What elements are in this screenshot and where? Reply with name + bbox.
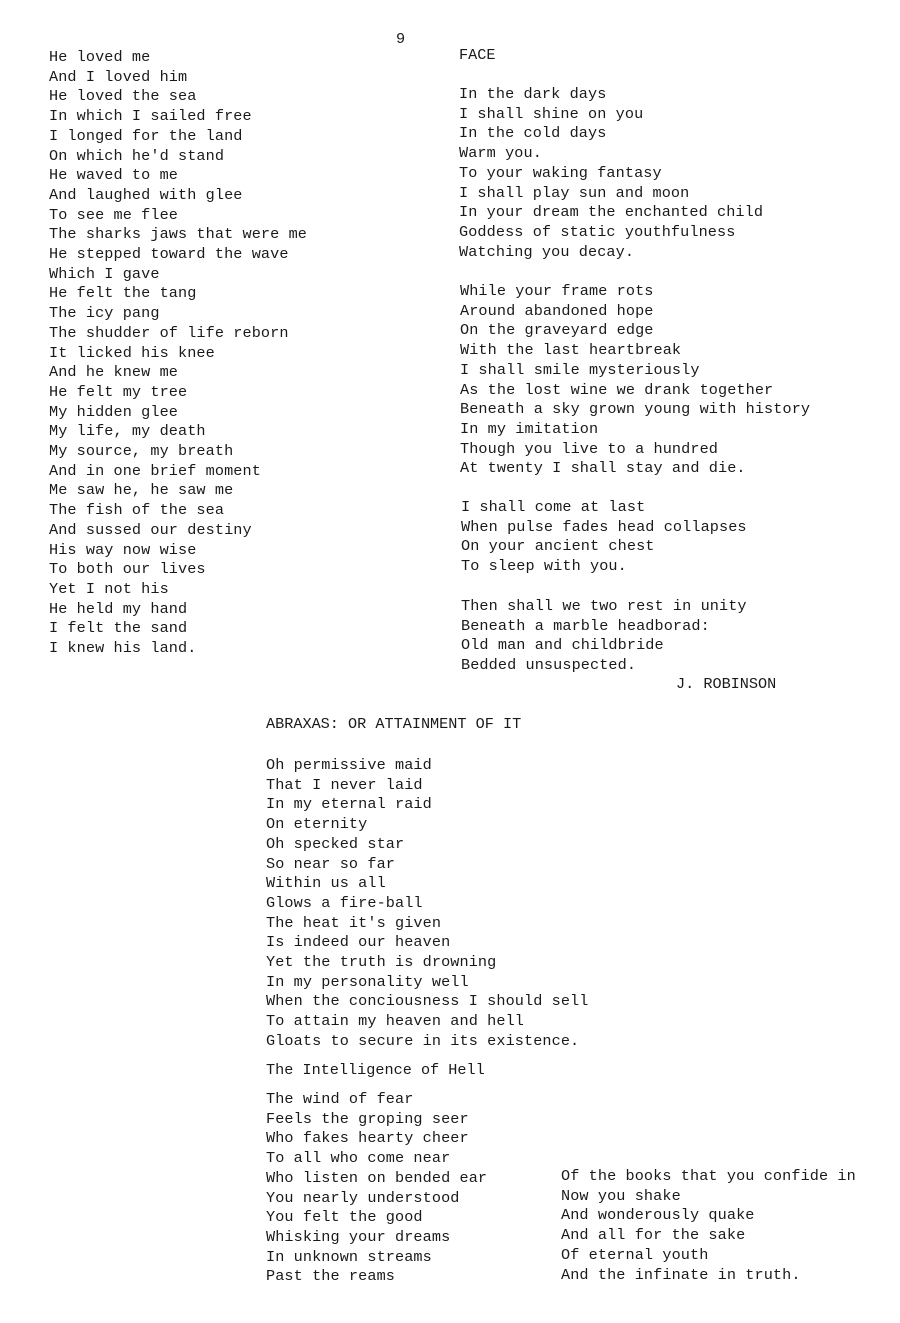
poem-line: And in one brief moment [49,461,261,480]
poem-line: Then shall we two rest in unity [461,597,747,615]
poem-line: And sussed our destiny [49,520,252,539]
poem-line: Though you live to a hundred [460,439,718,458]
poem-line: To all who come near [266,1149,451,1168]
poem-line: Now you shake [561,1186,681,1205]
poem-line: He felt the tang [49,284,197,303]
abraxas-poem [266,756,589,1052]
poem-line: Glows a fire-ball [266,893,423,912]
poem-line: My hidden glee [49,402,178,421]
abraxas-title: ABRAXAS: OR ATTAINMENT OF IT [266,715,522,733]
poem-line: To sleep with you. [461,557,627,576]
poem-line: So near so far [266,854,395,873]
poem-line: Within us all [266,874,386,893]
poem-line: In my eternal raid [266,795,432,814]
poem-line: Yet I not his [49,579,169,598]
poem-line: I shall smile mysteriously [460,360,700,379]
poem-line: In my imitation [460,419,599,438]
page-number: 9 [396,30,406,48]
poem-line: You felt the good [266,1208,423,1227]
poem-line: To both our lives [49,560,206,579]
poem-line: And I loved him [49,67,188,86]
poem-line: That I never laid [266,775,423,794]
poem-line: On your ancient chest [461,537,655,556]
poem-line: And wonderously quake [561,1206,755,1225]
poem-line: Is indeed our heaven [266,933,451,952]
poem-line: He loved me [49,48,151,66]
poem-line: The icy pang [49,304,160,323]
poem-line: At twenty I shall stay and die. [460,459,746,478]
poem-line: And laughed with glee [49,185,243,204]
poem-line: I shall play sun and moon [459,183,690,202]
poem-line: The shudder of life reborn [49,323,289,342]
intelligence-title: The Intelligence of Hell [266,1061,485,1079]
poem-line: My source, my breath [49,442,234,461]
poem-line: In unknown streams [266,1247,432,1266]
poem-line: On the graveyard edge [460,321,654,340]
poem-line: Oh specked star [266,834,405,853]
poem-line: Around abandoned hope [460,301,654,320]
poem-line: Me saw he, he saw me [49,481,234,500]
poem-line: While your frame rots [460,282,654,300]
poem-line: I longed for the land [49,126,243,145]
poem-line: He loved the sea [49,87,197,106]
poem-line: Yet the truth is drowning [266,953,497,972]
poem-line: The heat it's given [266,913,442,932]
poem-line: Who fakes hearty cheer [266,1129,469,1148]
face-title: FACE [459,46,496,64]
poem-line: In the cold days [459,124,607,143]
poem-line: Oh permissive maid [266,756,432,774]
poem-line: You nearly understood [266,1188,460,1207]
poem-line: Beneath a marble headborad: [461,616,710,635]
poem-line: To attain my heaven and hell [266,1012,524,1031]
poem-line: And he knew me [49,363,178,382]
poem-line: In my personality well [266,972,469,991]
face-stanza-4 [461,597,747,676]
poem-line: Beneath a sky grown young with history [460,400,811,419]
poem-line: When pulse fades head collapses [461,517,747,536]
poem-line: Goddess of static youthfulness [459,222,736,241]
poem-line: With the last heartbreak [460,341,682,360]
poem-line: His way now wise [49,540,197,559]
poem-line: The fish of the sea [49,501,225,520]
poem-line: He felt my tree [49,382,188,401]
poem-line: In the dark days [459,85,607,103]
poem-line: I felt the sand [49,619,188,638]
poem-line: My life, my death [49,422,206,441]
poem-line: Bedded unsuspected. [461,656,637,675]
poem-line: As the lost wine we drank together [460,380,774,399]
poem-line: The wind of fear [266,1090,414,1108]
poem-line: Warm you. [459,144,542,163]
poem-line: Of eternal youth [561,1245,709,1264]
poem-line: Of the books that you confide in [561,1167,856,1185]
poem-line: When the conciousness I should sell [266,992,589,1011]
poem-line: In your dream the enchanted child [459,203,764,222]
poem-line: I knew his land. [49,639,197,658]
poem-line: And all for the sake [561,1226,746,1245]
poem-line: Which I gave [49,264,160,283]
poem-line: It licked his knee [49,343,215,362]
face-stanza-1 [459,85,763,262]
poem-line: In which I sailed free [49,107,252,126]
author-signature: J. ROBINSON [676,675,777,693]
poem-line: And the infinate in truth. [561,1265,801,1284]
poem-line: To your waking fantasy [459,163,662,182]
poem-line: I shall come at last [461,498,646,516]
poem-line: He stepped toward the wave [49,245,289,264]
poem-line: Feels the groping seer [266,1109,469,1128]
poem-line: He held my hand [49,599,188,618]
poem-line: Gloats to secure in its existence. [266,1031,580,1050]
face-stanza-3 [461,498,747,577]
poem-line: On eternity [266,815,368,834]
poem-line: The sharks jaws that were me [49,225,307,244]
poem-left-column [49,48,307,659]
intelligence-right-column [561,1167,856,1285]
poem-line: Whisking your dreams [266,1227,451,1246]
poem-line: He waved to me [49,166,178,185]
poem-line: Old man and childbride [461,636,664,655]
poem-line: On which he'd stand [49,146,225,165]
poem-line: Who listen on bended ear [266,1168,488,1187]
poem-line: To see me flee [49,205,178,224]
intelligence-left-column [266,1090,487,1287]
poem-line: I shall shine on you [459,104,644,123]
poem-line: Past the reams [266,1267,395,1286]
poem-line: Watching you decay. [459,242,635,261]
face-stanza-2 [460,282,810,479]
